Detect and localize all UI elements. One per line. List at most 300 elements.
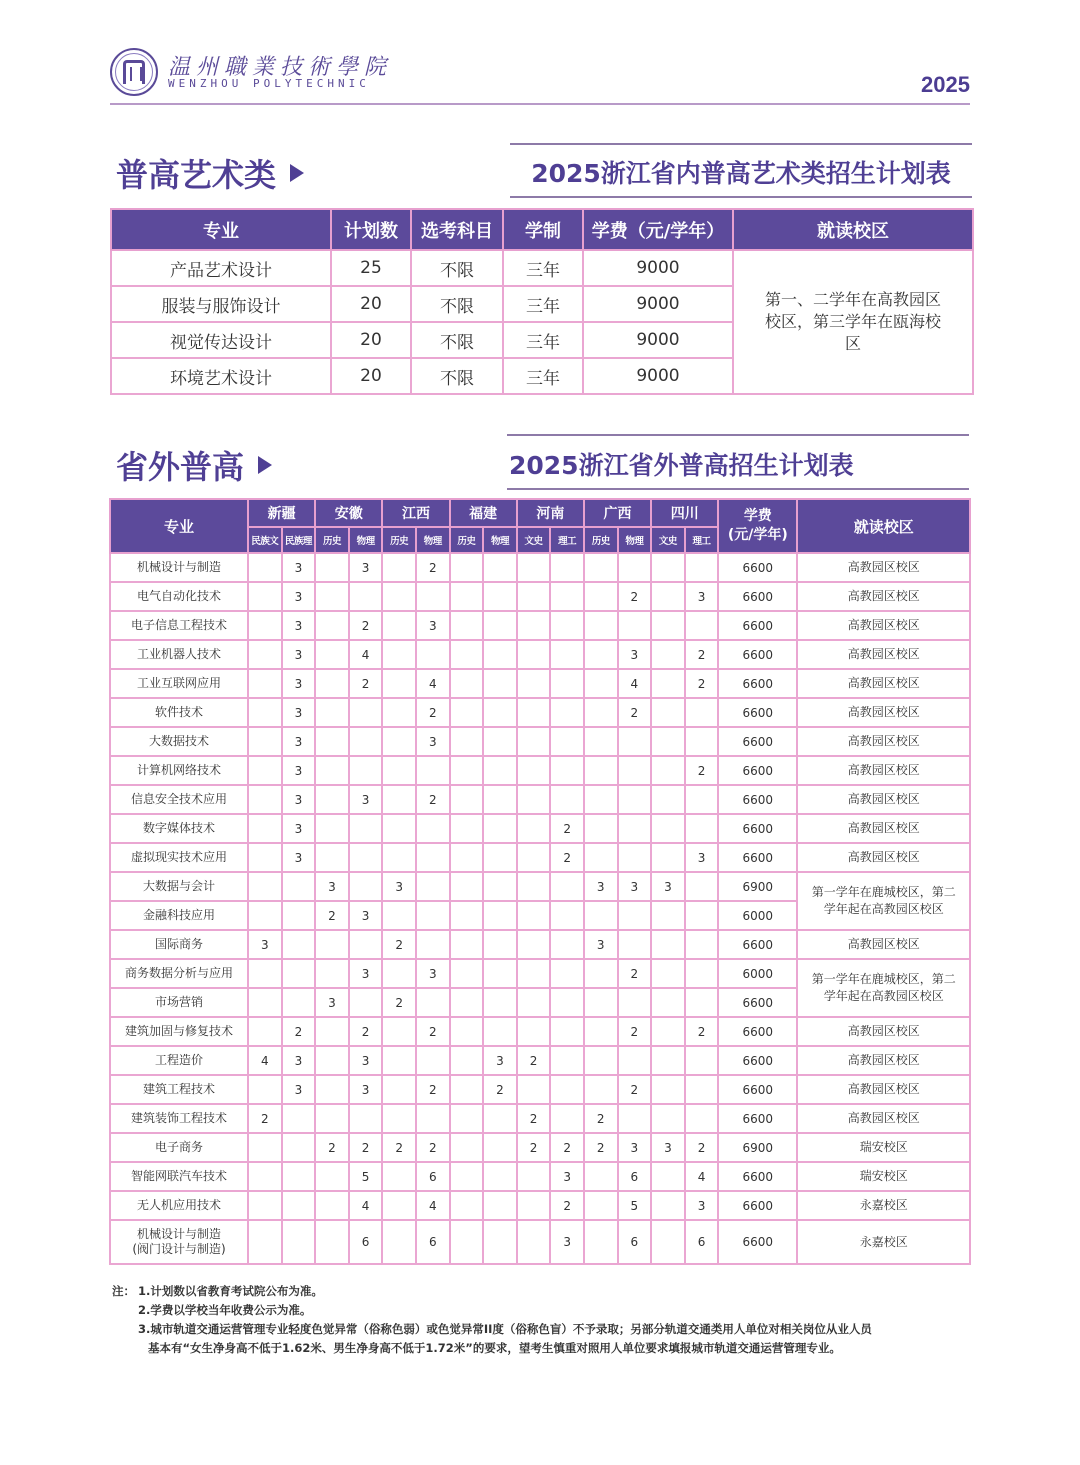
header-divider xyxy=(110,103,970,105)
cell-plan-count: 4 xyxy=(349,640,383,669)
cell-campus: 瑞安校区 xyxy=(797,1162,970,1191)
cell-plan-count xyxy=(450,727,484,756)
table-row xyxy=(110,930,970,959)
province-header: 安徽 xyxy=(315,499,382,527)
cell-plan-count xyxy=(382,1075,416,1104)
cell-plan-count xyxy=(483,872,517,901)
cell-plan-count xyxy=(550,553,584,582)
year-label: 2025 xyxy=(921,72,970,97)
cell-plan-count xyxy=(685,901,719,930)
cell-plan-count xyxy=(382,1162,416,1191)
cell-plan-count xyxy=(248,814,282,843)
cell-plan-count xyxy=(382,785,416,814)
cell-plan-count: 3 xyxy=(349,1046,383,1075)
cell-plan-count: 4 xyxy=(416,669,450,698)
cell-plan-count: 3 xyxy=(282,553,316,582)
cell-plan-count xyxy=(450,582,484,611)
cell-plan-count: 3 xyxy=(349,959,383,988)
table-row xyxy=(110,669,970,698)
cell-plan-count xyxy=(450,930,484,959)
subject-header: 民族理 xyxy=(282,527,316,553)
cell-plan-count xyxy=(584,1075,618,1104)
cell-plan-count: 2 xyxy=(685,669,719,698)
cell-plan-count xyxy=(349,988,383,1017)
cell-plan-count: 3 xyxy=(282,785,316,814)
cell-fee: 6900 xyxy=(718,1133,797,1162)
cell-plan-count xyxy=(450,611,484,640)
cell-fee: 6000 xyxy=(718,959,797,988)
cell-major: 建筑工程技术 xyxy=(110,1075,248,1104)
cell-plan-count xyxy=(517,843,551,872)
cell-plan-count xyxy=(651,1046,685,1075)
cell-major: 电气自动化技术 xyxy=(110,582,248,611)
cell-plan-count xyxy=(315,1017,349,1046)
cell-plan-count xyxy=(315,1104,349,1133)
cell-plan-count xyxy=(618,930,652,959)
cell-major: 无人机应用技术 xyxy=(110,1191,248,1220)
cell-plan-count: 3 xyxy=(618,1133,652,1162)
cell-plan-count xyxy=(584,814,618,843)
cell-plan-count: 2 xyxy=(349,1017,383,1046)
school-name-cn: 温州職業技術學院 xyxy=(168,55,393,80)
province-header: 四川 xyxy=(651,499,718,527)
cell-plan-count xyxy=(315,930,349,959)
cell-major: 环境艺术设计 xyxy=(111,358,331,394)
cell-major: 工程造价 xyxy=(110,1046,248,1075)
cell-plan-count: 2 xyxy=(550,1133,584,1162)
cell-plan-count xyxy=(685,698,719,727)
cell-plan-count xyxy=(416,988,450,1017)
cell-plan-count xyxy=(483,553,517,582)
cell-plan-count: 2 xyxy=(550,814,584,843)
cell-fee: 9000 xyxy=(583,286,733,322)
note-item: 2.学费以学校当年收费公示为准。 xyxy=(138,1303,312,1317)
cell-fee: 6600 xyxy=(718,843,797,872)
cell-plan-count: 6 xyxy=(618,1220,652,1264)
table-row xyxy=(110,611,970,640)
cell-plan-count xyxy=(584,1046,618,1075)
cell-plan-count: 3 xyxy=(416,959,450,988)
cell-plan-count xyxy=(651,988,685,1017)
cell-plan-count xyxy=(349,930,383,959)
cell-plan-count: 3 xyxy=(618,872,652,901)
cell-plan-count xyxy=(685,1075,719,1104)
cell-plan-count xyxy=(315,698,349,727)
cell-plan-count: 6 xyxy=(416,1162,450,1191)
cell-plan-count xyxy=(483,727,517,756)
column-header: 学制 xyxy=(503,209,583,250)
cell-plan-count xyxy=(248,1162,282,1191)
cell-plan-count xyxy=(248,1220,282,1264)
cell-plan-count: 3 xyxy=(282,698,316,727)
cell-campus: 高教园区校区 xyxy=(797,640,970,669)
cell-duration: 三年 xyxy=(503,250,583,286)
cell-plan-count xyxy=(618,901,652,930)
cell-campus: 瑞安校区 xyxy=(797,1133,970,1162)
cell-plan-count xyxy=(450,1162,484,1191)
table-row xyxy=(110,785,970,814)
cell-plan-count xyxy=(483,1017,517,1046)
cell-major: 机械设计与制造 xyxy=(110,553,248,582)
cell-plan-count: 4 xyxy=(349,1191,383,1220)
cell-fee: 9000 xyxy=(583,322,733,358)
cell-plan-count: 2 xyxy=(315,1133,349,1162)
cell-plan-count xyxy=(248,785,282,814)
cell-plan-count: 3 xyxy=(282,611,316,640)
cell-plan-count: 3 xyxy=(483,1046,517,1075)
cell-plan-count xyxy=(651,843,685,872)
cell-plan-count xyxy=(517,872,551,901)
cell-plan-count xyxy=(618,1104,652,1133)
cell-plan-count xyxy=(685,785,719,814)
triangle-right-icon xyxy=(258,456,272,474)
cell-plan-count xyxy=(450,1133,484,1162)
cell-major: 计算机网络技术 xyxy=(110,756,248,785)
cell-plan-count xyxy=(416,843,450,872)
art-section-title-text: 普高艺术类 xyxy=(116,156,277,194)
cell-plan-count xyxy=(618,727,652,756)
cell-plan-count xyxy=(382,669,416,698)
cell-plan-count xyxy=(315,814,349,843)
cell-plan-count xyxy=(550,959,584,988)
cell-plan-count: 2 xyxy=(618,959,652,988)
note-item: 3.城市轨道交通运营管理专业轻度色觉异常（俗称色弱）或色觉异常II度（俗称色盲）不予录取；另部分轨道交通类用人单位对相关岗位从业人员 xyxy=(138,1322,872,1336)
subject-header: 历史 xyxy=(315,527,349,553)
art-plan-title: 2025浙江省内普高艺术类招生计划表 xyxy=(531,159,951,188)
cell-plan-count xyxy=(248,698,282,727)
cell-plan-count xyxy=(248,1017,282,1046)
cell-plan-count xyxy=(651,1017,685,1046)
note-item: 基本有“女生净身高不低于1.62米、男生净身高不低于1.72米”的要求，望考生慎重对照用人单位要求填报城市轨道交通运营管理专业。 xyxy=(148,1341,841,1355)
cell-plan-count xyxy=(282,1191,316,1220)
cell-plan-count xyxy=(248,988,282,1017)
cell-plan-count xyxy=(382,582,416,611)
cell-plan-count xyxy=(584,582,618,611)
cell-plan-count xyxy=(651,1162,685,1191)
cell-plan-count xyxy=(584,756,618,785)
cell-plan-count xyxy=(248,640,282,669)
cell-fee: 6600 xyxy=(718,1046,797,1075)
cell-plan-count xyxy=(450,553,484,582)
cell-plan-count: 2 xyxy=(382,930,416,959)
cell-plan-count xyxy=(450,843,484,872)
cell-plan-count xyxy=(483,1133,517,1162)
cell-plan-count xyxy=(248,1075,282,1104)
table-row xyxy=(110,1017,970,1046)
cell-plan-count xyxy=(483,582,517,611)
cell-plan-count: 3 xyxy=(282,669,316,698)
cell-plan-count xyxy=(382,843,416,872)
cell-plan-count xyxy=(450,1017,484,1046)
cell-fee: 6600 xyxy=(718,814,797,843)
cell-plan-count: 5 xyxy=(618,1191,652,1220)
cell-plan-count xyxy=(517,1075,551,1104)
cell-plan-count: 3 xyxy=(349,1075,383,1104)
cell-plan-count xyxy=(517,1191,551,1220)
cell-plan-count xyxy=(349,843,383,872)
cell-plan: 20 xyxy=(331,358,411,394)
cell-plan-count xyxy=(349,872,383,901)
cell-plan-count: 6 xyxy=(349,1220,383,1264)
cell-plan-count xyxy=(450,901,484,930)
cell-campus: 第一学年在鹿城校区，第二学年起在高教园区校区 xyxy=(797,872,970,930)
cell-fee: 6900 xyxy=(718,872,797,901)
cell-plan-count: 3 xyxy=(282,1046,316,1075)
cell-plan-count xyxy=(651,785,685,814)
table-row xyxy=(110,756,970,785)
table-row xyxy=(110,959,970,988)
cell-plan-count: 2 xyxy=(382,1133,416,1162)
cell-campus: 第一、二学年在高教园区校区，第三学年在瓯海校区 xyxy=(733,250,973,394)
table-row xyxy=(110,582,970,611)
cell-plan-count xyxy=(349,756,383,785)
cell-plan-count xyxy=(483,843,517,872)
cell-plan-count xyxy=(450,1220,484,1264)
cell-plan-count xyxy=(584,988,618,1017)
cell-plan-count xyxy=(517,669,551,698)
cell-plan-count: 2 xyxy=(618,582,652,611)
cell-plan-count xyxy=(382,611,416,640)
cell-plan-count xyxy=(282,872,316,901)
table-row xyxy=(111,250,973,286)
cell-major: 大数据与会计 xyxy=(110,872,248,901)
cell-plan-count xyxy=(517,553,551,582)
cell-plan-count xyxy=(349,698,383,727)
cell-plan-count: 2 xyxy=(584,1133,618,1162)
cell-plan-count xyxy=(416,1046,450,1075)
cell-plan-count: 2 xyxy=(382,988,416,1017)
cell-plan-count xyxy=(282,1162,316,1191)
cell-campus: 永嘉校区 xyxy=(797,1220,970,1264)
cell-plan-count xyxy=(651,1191,685,1220)
cell-fee: 6600 xyxy=(718,756,797,785)
cell-plan-count xyxy=(550,698,584,727)
cell-fee: 6600 xyxy=(718,553,797,582)
cell-plan-count xyxy=(450,1104,484,1133)
cell-fee: 6600 xyxy=(718,611,797,640)
cell-plan-count xyxy=(685,727,719,756)
cell-plan-count xyxy=(517,901,551,930)
subject-header: 物理 xyxy=(416,527,450,553)
cell-plan-count xyxy=(685,553,719,582)
cell-plan-count xyxy=(315,669,349,698)
fee-header-line1: 学费 xyxy=(743,508,772,524)
cell-major: 国际商务 xyxy=(110,930,248,959)
cell-campus: 高教园区校区 xyxy=(797,669,970,698)
table-row xyxy=(110,727,970,756)
cell-plan-count xyxy=(315,1046,349,1075)
cell-subjects: 不限 xyxy=(411,250,503,286)
cell-campus: 高教园区校区 xyxy=(797,930,970,959)
cell-plan-count: 2 xyxy=(685,1133,719,1162)
cell-campus: 高教园区校区 xyxy=(797,756,970,785)
cell-plan-count xyxy=(550,727,584,756)
cell-plan-count xyxy=(450,698,484,727)
cell-plan-count xyxy=(382,959,416,988)
cell-major: 智能网联汽车技术 xyxy=(110,1162,248,1191)
cell-plan-count xyxy=(282,988,316,1017)
cell-plan-count: 3 xyxy=(282,843,316,872)
out-title-rule-top xyxy=(507,434,969,436)
cell-fee: 6600 xyxy=(718,988,797,1017)
cell-plan-count: 2 xyxy=(685,1017,719,1046)
cell-plan-count xyxy=(584,843,618,872)
cell-plan: 20 xyxy=(331,286,411,322)
cell-plan-count xyxy=(517,814,551,843)
cell-plan-count xyxy=(382,1046,416,1075)
cell-plan-count xyxy=(450,988,484,1017)
column-header-campus: 就读校区 xyxy=(797,499,970,553)
cell-plan-count xyxy=(248,901,282,930)
cell-plan-count xyxy=(618,785,652,814)
cell-major: 软件技术 xyxy=(110,698,248,727)
cell-plan-count xyxy=(282,901,316,930)
cell-plan-count xyxy=(584,698,618,727)
out-section-title-text: 省外普高 xyxy=(116,448,245,486)
cell-plan-count xyxy=(315,843,349,872)
subject-header: 文史 xyxy=(517,527,551,553)
cell-plan-count: 2 xyxy=(416,785,450,814)
cell-major: 产品艺术设计 xyxy=(111,250,331,286)
cell-plan-count xyxy=(382,727,416,756)
fee-header-line2: (元/学年) xyxy=(727,527,788,543)
cell-plan-count xyxy=(248,553,282,582)
cell-fee: 6600 xyxy=(718,1220,797,1264)
cell-plan-count xyxy=(685,988,719,1017)
cell-plan-count xyxy=(651,640,685,669)
cell-plan-count xyxy=(450,669,484,698)
out-plan-table xyxy=(109,498,971,1265)
cell-plan-count: 2 xyxy=(618,1017,652,1046)
cell-plan-count: 2 xyxy=(584,1104,618,1133)
cell-plan-count xyxy=(685,814,719,843)
school-name-en: WENZHOU POLYTECHNIC xyxy=(168,77,370,90)
cell-plan-count xyxy=(282,1104,316,1133)
cell-plan-count xyxy=(282,930,316,959)
cell-plan-count xyxy=(651,814,685,843)
cell-major: 建筑装饰工程技术 xyxy=(110,1104,248,1133)
cell-plan-count xyxy=(282,1133,316,1162)
cell-plan-count: 2 xyxy=(349,669,383,698)
cell-plan-count xyxy=(483,1162,517,1191)
cell-plan-count xyxy=(651,1104,685,1133)
cell-fee: 6600 xyxy=(718,1104,797,1133)
cell-subjects: 不限 xyxy=(411,322,503,358)
cell-plan-count xyxy=(483,959,517,988)
cell-plan-count xyxy=(483,1104,517,1133)
cell-plan-count xyxy=(517,582,551,611)
cell-plan-count xyxy=(450,1191,484,1220)
cell-plan-count xyxy=(584,669,618,698)
column-header: 就读校区 xyxy=(733,209,973,250)
art-title-rule-bottom xyxy=(510,196,972,198)
cell-plan-count: 2 xyxy=(550,1191,584,1220)
cell-plan-count xyxy=(450,1075,484,1104)
cell-plan-count xyxy=(651,669,685,698)
cell-plan-count xyxy=(651,1075,685,1104)
cell-plan-count xyxy=(483,901,517,930)
cell-fee: 6600 xyxy=(718,698,797,727)
cell-plan-count xyxy=(382,1017,416,1046)
table-row xyxy=(110,1162,970,1191)
cell-plan-count xyxy=(382,1191,416,1220)
cell-plan-count xyxy=(651,756,685,785)
cell-plan-count xyxy=(315,756,349,785)
cell-plan-count: 2 xyxy=(685,640,719,669)
cell-plan-count: 4 xyxy=(685,1162,719,1191)
cell-campus: 永嘉校区 xyxy=(797,1191,970,1220)
cell-plan-count xyxy=(584,1191,618,1220)
cell-plan-count xyxy=(517,1017,551,1046)
out-title-rule-bottom xyxy=(507,488,969,490)
cell-plan-count: 3 xyxy=(618,640,652,669)
cell-plan-count xyxy=(416,756,450,785)
cell-major: 建筑加固与修复技术 xyxy=(110,1017,248,1046)
cell-duration: 三年 xyxy=(503,322,583,358)
subject-header: 理工 xyxy=(550,527,584,553)
cell-plan-count xyxy=(349,582,383,611)
cell-plan-count xyxy=(382,814,416,843)
subject-header: 物理 xyxy=(349,527,383,553)
province-header: 广西 xyxy=(584,499,651,527)
cell-fee: 6600 xyxy=(718,1017,797,1046)
cell-fee: 9000 xyxy=(583,250,733,286)
cell-major: 信息安全技术应用 xyxy=(110,785,248,814)
cell-plan-count: 3 xyxy=(315,988,349,1017)
cell-plan-count xyxy=(550,1046,584,1075)
cell-plan-count xyxy=(517,785,551,814)
cell-plan-count xyxy=(248,756,282,785)
column-header: 专业 xyxy=(111,209,331,250)
column-header: 计划数 xyxy=(331,209,411,250)
table-row xyxy=(110,1220,970,1264)
cell-plan-count xyxy=(483,611,517,640)
cell-plan-count xyxy=(248,959,282,988)
cell-plan-count xyxy=(450,959,484,988)
cell-plan-count xyxy=(517,756,551,785)
cell-campus: 高教园区校区 xyxy=(797,785,970,814)
cell-plan-count xyxy=(651,1220,685,1264)
province-header: 河南 xyxy=(517,499,584,527)
cell-plan-count: 6 xyxy=(685,1220,719,1264)
cell-plan-count: 2 xyxy=(248,1104,282,1133)
cell-plan-count xyxy=(618,988,652,1017)
out-plan-title: 2025浙江省外普高招生计划表 xyxy=(509,451,854,480)
cell-plan-count: 2 xyxy=(550,843,584,872)
cell-plan-count: 3 xyxy=(315,872,349,901)
cell-plan-count xyxy=(315,785,349,814)
cell-major: 市场营销 xyxy=(110,988,248,1017)
cell-plan-count xyxy=(685,930,719,959)
cell-plan-count: 4 xyxy=(416,1191,450,1220)
cell-plan-count xyxy=(618,814,652,843)
cell-fee: 6600 xyxy=(718,727,797,756)
cell-plan-count xyxy=(483,756,517,785)
cell-plan-count: 3 xyxy=(685,843,719,872)
cell-plan-count xyxy=(651,698,685,727)
cell-major: 工业机器人技术 xyxy=(110,640,248,669)
cell-plan-count xyxy=(584,640,618,669)
cell-plan-count xyxy=(315,727,349,756)
cell-plan-count: 3 xyxy=(349,785,383,814)
cell-plan-count: 2 xyxy=(618,1075,652,1104)
cell-plan-count xyxy=(550,872,584,901)
province-header-row xyxy=(110,499,970,527)
cell-plan-count xyxy=(483,698,517,727)
cell-plan-count xyxy=(651,901,685,930)
table-row xyxy=(110,553,970,582)
cell-fee: 9000 xyxy=(583,358,733,394)
